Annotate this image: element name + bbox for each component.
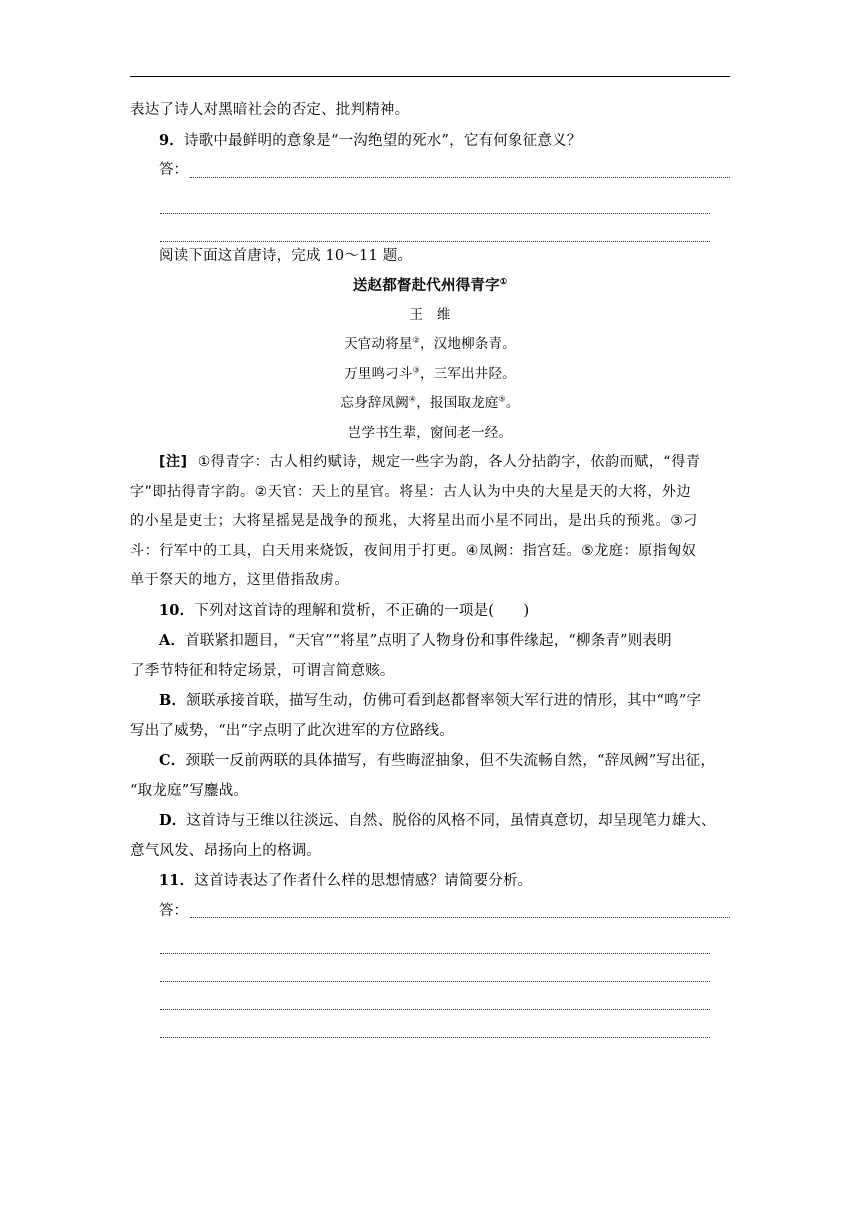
poem-line-3-note-marker: ④ — [408, 394, 417, 404]
document-body — [130, 96, 730, 1038]
option-b-line-1[interactable] — [130, 686, 730, 717]
continuation-text: 表达了诗人对黑暗社会的否定、批判精神。 — [130, 102, 410, 118]
poem-author: 王 维 — [409, 306, 451, 323]
answer-11-blank-2[interactable] — [160, 926, 710, 954]
header-rule — [130, 76, 730, 77]
reading-intro: 阅读下面这首唐诗，完成 10～11 题。 — [159, 247, 413, 264]
question-9-number: 9． — [159, 131, 184, 149]
question-11-number: 11． — [159, 872, 195, 889]
question-10 — [130, 596, 730, 627]
answer-11-blank-4[interactable] — [160, 982, 710, 1010]
poem-line-1-part-a: 天官动将星 — [344, 336, 413, 352]
question-10-text: 下列对这首诗的理解和赏析，不正确的一项是( ) — [194, 602, 530, 619]
poem-title-note-marker: ① — [499, 276, 508, 287]
answer-9-label: 答： — [159, 162, 188, 178]
option-b-line-2: 写出了威势，“出”字点明了此次进军的方位路线。 — [130, 722, 454, 739]
option-d-line-2: 意气风发、昂扬向上的格调。 — [130, 842, 322, 859]
poem-line-1-part-b: ，汉地柳条青。 — [419, 336, 516, 352]
option-d-line-1[interactable] — [130, 806, 730, 837]
answer-11-label: 答： — [159, 902, 188, 919]
option-d-letter: D． — [159, 812, 187, 829]
note-line-5: 单于祭天的地方，这里借指敌虏。 — [130, 572, 349, 588]
option-d-text-1: 这首诗与王维以往淡远、自然、脱俗的风格不同，虽情真意切，却呈现笔力雄大、 — [186, 813, 716, 829]
answer-11-first-line — [130, 897, 730, 927]
option-c-letter: C． — [159, 752, 186, 769]
poem-line-1 — [130, 330, 730, 360]
poem-line-2 — [130, 360, 730, 390]
poem-line-3-part-c: 。 — [505, 395, 520, 411]
poem-line-3 — [130, 389, 730, 419]
answer-9-blank-1[interactable] — [190, 177, 730, 178]
answer-11-blank-1[interactable] — [190, 917, 730, 918]
answer-9-blank-3[interactable] — [160, 214, 710, 242]
poem-line-1-note-marker: ② — [412, 335, 420, 345]
poem-line-3-note-marker-2: ⑤ — [498, 394, 506, 404]
poem-line-3-part-a: 忘身辞凤阙 — [340, 395, 409, 411]
poem-line-2-part-b: ，三军出井陉。 — [419, 365, 516, 382]
option-b-text-1: 颔联承接首联，描写生动，仿佛可看到赵都督率领大军行进的情形，其中“鸣”字 — [186, 693, 702, 709]
poem-title — [130, 271, 730, 301]
answer-9-first-line — [130, 156, 730, 186]
option-c-line-1[interactable] — [130, 746, 730, 777]
poem-line-2-note-marker: ③ — [412, 365, 420, 374]
option-b-letter: B． — [159, 692, 187, 709]
option-a-line-2: 了季节特征和特定场景，可谓言简意赅。 — [130, 662, 395, 679]
option-c-text-1: 颈联一反前两联的具体描写，有些晦涩抽象，但不失流畅自然，“辞凤阙”写出征， — [185, 753, 716, 769]
note-line-4: 斗：行军中的工具，白天用来烧饭，夜间用于打更。④凤阙：指宫廷。⑤龙庭：原指匈奴 — [130, 542, 697, 559]
question-10-number: 10． — [159, 601, 195, 619]
poem-line-4 — [130, 419, 730, 449]
note-line-3: 的小星是吏士；大将星摇晃是战争的预兆，大将星出而小星不同出，是出兵的预兆。③刁 — [130, 513, 698, 529]
note-line-2: 字”即拈得青字韵。②天官：天上的星官。将星：古人认为中央的大星是天的大将，外边 — [130, 483, 692, 500]
option-a-text-1: 首联紧扣题目，“天官”“将星”点明了人物身份和事件缘起，“柳条青”则表明 — [185, 633, 672, 649]
answer-9-blank-2[interactable] — [160, 186, 710, 214]
note-line-1 — [130, 448, 730, 478]
poem-title-text: 送赵都督赴代州得青字 — [352, 277, 500, 294]
question-11-text: 这首诗表达了作者什么样的思想情感？请简要分析。 — [194, 873, 533, 889]
option-a-letter: A． — [159, 632, 186, 649]
question-9 — [130, 126, 730, 157]
note-label: [注] — [159, 454, 188, 470]
poem-line-4-text: 岂学书生辈，窗间老一经。 — [347, 424, 513, 441]
answer-11-blank-3[interactable] — [160, 954, 710, 982]
poem-line-3-part-b: ，报国取龙庭 — [416, 395, 499, 411]
question-11 — [130, 866, 730, 897]
answer-11-blank-5[interactable] — [160, 1010, 710, 1038]
option-a-line-1[interactable] — [130, 626, 730, 657]
note-text-1: ①得青字：古人相约赋诗，规定一些字为韵，各人分拈韵字，依韵而赋，“得青 — [197, 454, 701, 470]
option-c-line-2: “取龙庭”写鏖战。 — [130, 782, 249, 799]
poem-line-2-part-a: 万里鸣刁斗 — [344, 365, 413, 382]
question-9-text: 诗歌中最鲜明的意象是“一沟绝望的死水”，它有何象征意义？ — [184, 132, 582, 149]
